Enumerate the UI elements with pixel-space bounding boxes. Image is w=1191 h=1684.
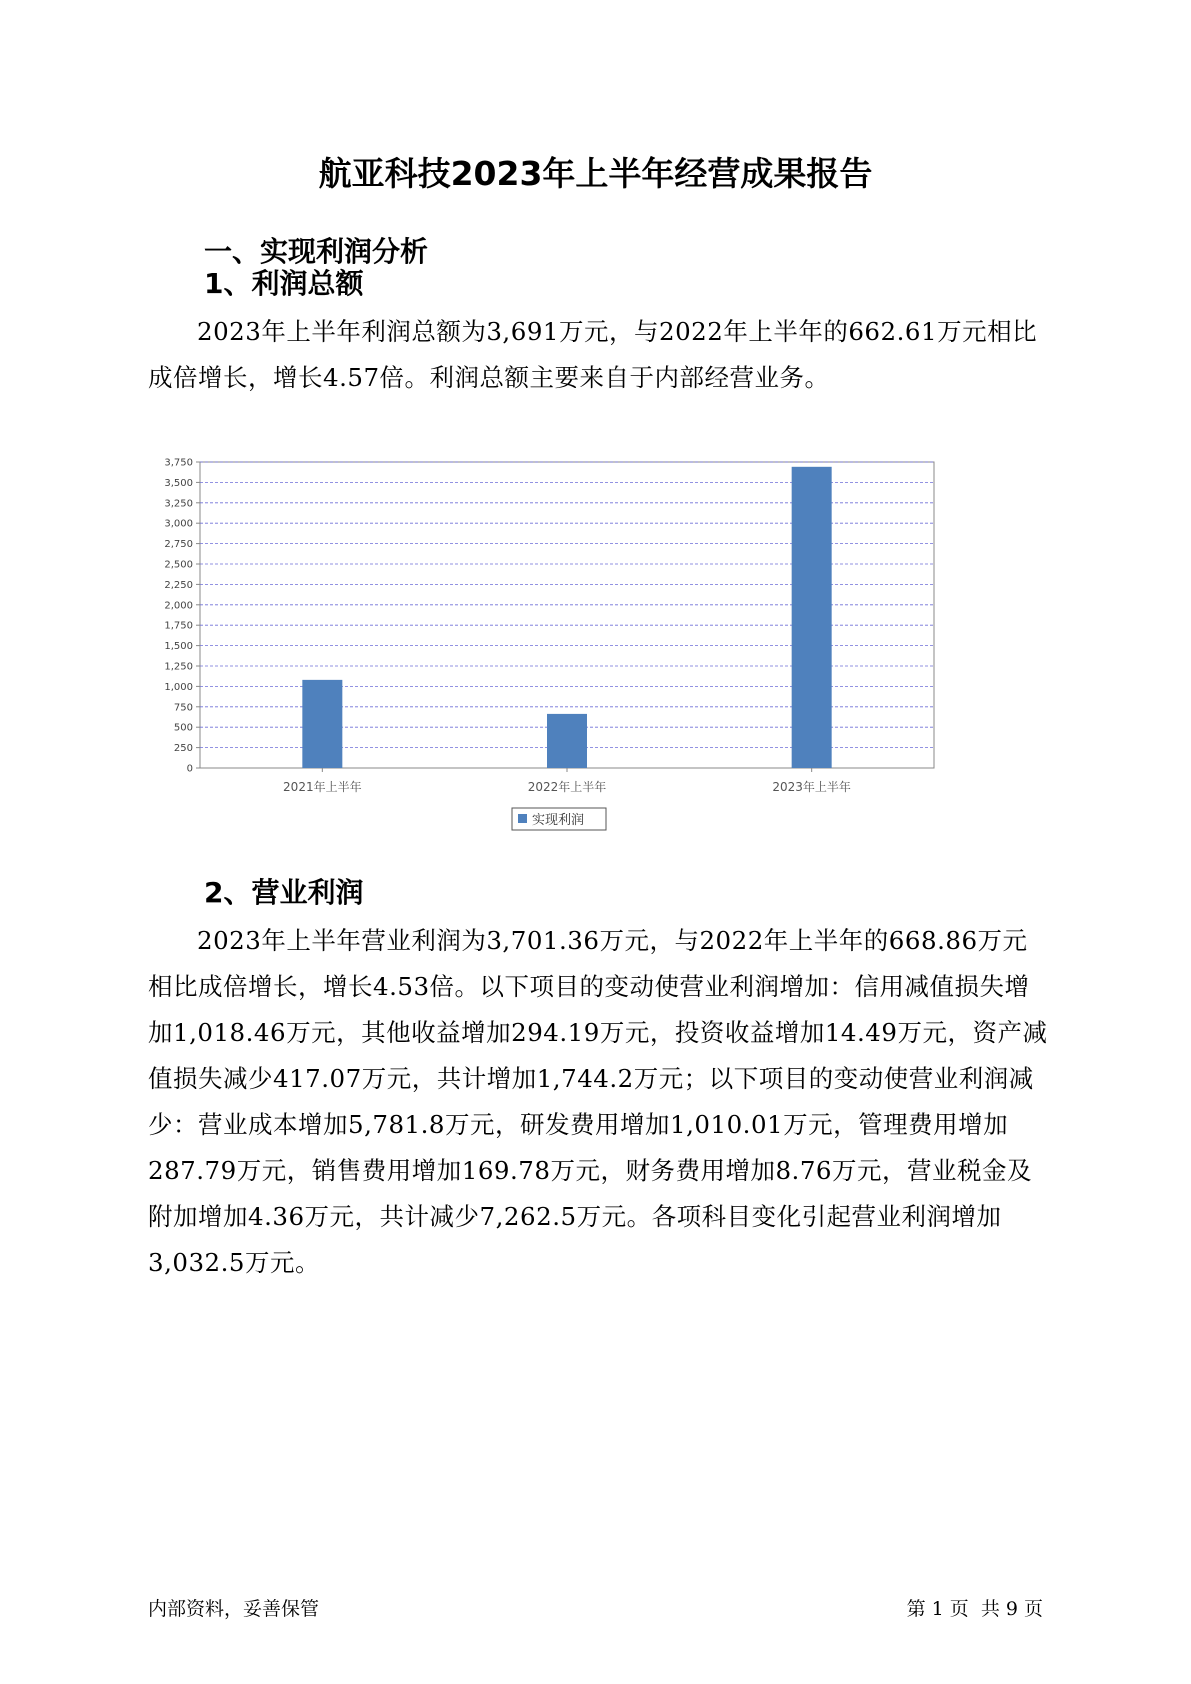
y-tick-label: 1,250 <box>164 661 193 673</box>
y-tick-label: 0 <box>186 763 193 775</box>
y-tick-label: 2,500 <box>164 559 193 571</box>
y-tick-label: 2,000 <box>164 600 193 612</box>
legend-label: 实现利润 <box>532 813 585 828</box>
y-tick-label: 3,000 <box>164 518 193 530</box>
y-tick-label: 3,250 <box>164 498 193 510</box>
bar-1 <box>302 680 342 768</box>
section-heading-profit-analysis: 一、实现利润分析 <box>204 235 429 268</box>
total-profit-paragraph: 2023年上半年利润总额为3,691万元，与2022年上半年的662.61万元相比成倍增长，增长4.57倍。利润总额主要来自于内部经营业务。 <box>148 317 1038 392</box>
footer-confidential-note: 内部资料，妥善保管 <box>148 1598 320 1620</box>
y-tick-label: 2,250 <box>164 579 193 591</box>
profit-bar-chart <box>148 450 1048 910</box>
bar-3 <box>792 467 832 768</box>
footer-page-number: 第 1 页 共 9 页 <box>906 1598 1043 1620</box>
x-tick-label: 2021年上半年 <box>283 780 362 794</box>
x-tick-label: 2022年上半年 <box>527 780 607 794</box>
y-tick-label: 250 <box>173 743 193 755</box>
operating-profit-paragraph: 2023年上半年营业利润为3,701.36万元，与2022年上半年的668.86万元相比成倍增长，增长4.53倍。以下项目的变动使营业利润增加：信用减值损失增加1,018.46万元，其他收益增加294.19万元，投资收益增加14.49万元，资产减值损失减少417.07万元，共计增加1,744.2万元；以下项目的变动使营业利润减少：营业成本增加5,781.8万元，研发费用增加1,010.01万元，管理费用增加287.79万元，销售费用增加169.78万元，财务费用增加8.76万元，营业税金及附加增加4.36万元，共计减少7,262.5万元。各项科目变化引起营业利润增加3,032.5万元。 <box>148 926 1048 1277</box>
y-tick-label: 2,750 <box>164 539 193 551</box>
y-tick-label: 500 <box>173 722 193 734</box>
page-title: 航亚科技2023年上半年经营成果报告 <box>318 154 873 193</box>
y-tick-label: 1,750 <box>164 620 193 632</box>
y-tick-label: 750 <box>173 702 193 714</box>
y-tick-label: 3,750 <box>164 457 193 469</box>
chart-legend <box>512 808 606 830</box>
x-tick-label: 2023年上半年 <box>772 780 851 794</box>
subsection-heading-operating-profit: 2、营业利润 <box>204 876 364 909</box>
legend-swatch <box>518 814 527 823</box>
bar-2 <box>547 714 587 768</box>
y-tick-label: 3,500 <box>164 477 193 489</box>
subsection-heading-total-profit: 1、利润总额 <box>204 267 364 300</box>
y-tick-label: 1,500 <box>164 641 193 653</box>
y-tick-label: 1,000 <box>164 681 193 693</box>
